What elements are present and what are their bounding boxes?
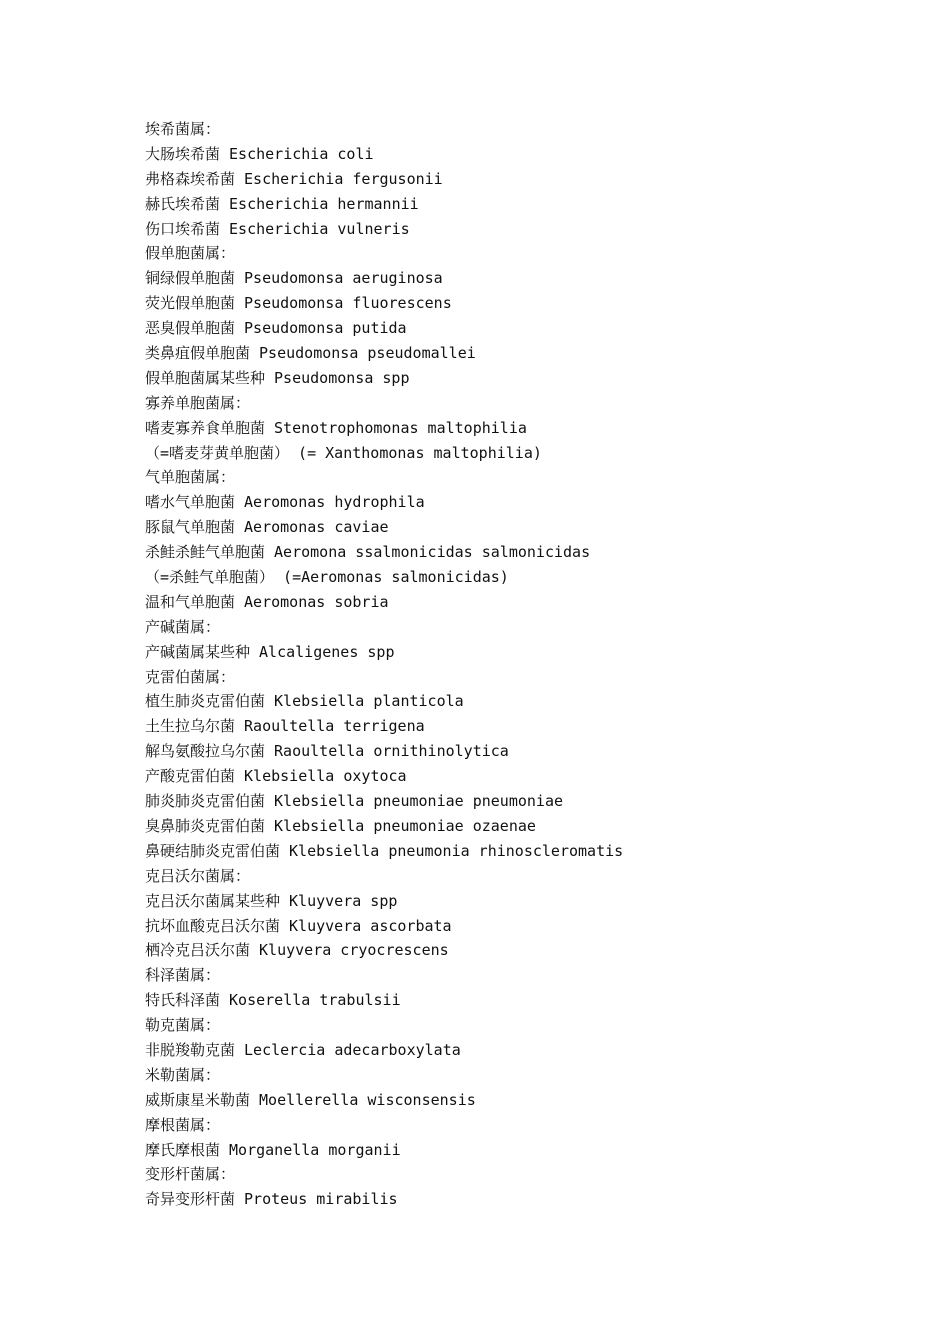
genus-heading: 勒克菌属： (145, 1016, 221, 1035)
genus-heading: 变形杆菌属： (145, 1165, 236, 1184)
genus-heading: 寡养单胞菌属： (145, 393, 251, 412)
genus-heading: 科泽菌属： (145, 966, 221, 985)
species-entry: 产碱菌属某些种 Alcaligenes spp (145, 642, 395, 661)
species-entry: 鼻硬结肺炎克雷伯菌 Klebsiella pneumonia rhinoscleromatis (145, 841, 624, 860)
genus-heading: 米勒菌属： (145, 1065, 221, 1084)
genus-heading: 克吕沃尔菌属： (145, 866, 251, 885)
species-entry: 嗜麦寡养食单胞菌 Stenotrophomonas maltophilia (145, 418, 527, 437)
species-entry: 伤口埃希菌 Escherichia vulneris (145, 219, 410, 238)
species-entry: 特氏科泽菌 Koserella trabulsii (145, 991, 401, 1010)
genus-heading: 假单胞菌属： (145, 244, 236, 263)
document-body (145, 117, 905, 1212)
species-entry: 假单胞菌属某些种 Pseudomonsa spp (145, 368, 410, 387)
species-entry: 温和气单胞菌 Aeromonas sobria (145, 592, 389, 611)
species-entry: 豚鼠气单胞菌 Aeromonas caviae (145, 518, 389, 537)
species-entry: 类鼻疽假单胞菌 Pseudomonsa pseudomallei (145, 344, 476, 363)
genus-heading: 产碱菌属： (145, 617, 221, 636)
genus-heading: 埃希菌属： (145, 120, 221, 138)
species-entry: 栖冷克吕沃尔菌 Kluyvera cryocrescens (145, 941, 449, 960)
genus-heading: 气单胞菌属： (145, 468, 236, 487)
species-entry: 嗜水气单胞菌 Aeromonas hydrophila (145, 493, 425, 512)
species-entry: 赫氏埃希菌 Escherichia hermannii (145, 194, 419, 213)
species-entry: 植生肺炎克雷伯菌 Klebsiella planticola (145, 692, 464, 711)
species-entry: 杀鲑杀鲑气单胞菌 Aeromona ssalmonicidas salmonicidas (145, 543, 591, 562)
species-entry: 土生拉乌尔菌 Raoultella terrigena (145, 717, 425, 736)
species-entry: 解鸟氨酸拉乌尔菌 Raoultella ornithinolytica (145, 742, 509, 761)
synonym-note: （=杀鲑气单胞菌） (=Aeromonas salmonicidas) (145, 568, 509, 587)
species-entry: 威斯康星米勒菌 Moellerella wisconsensis (145, 1090, 476, 1109)
species-entry: 臭鼻肺炎克雷伯菌 Klebsiella pneumoniae ozaenae (145, 816, 536, 835)
species-entry: 抗坏血酸克吕沃尔菌 Kluyvera ascorbata (145, 916, 452, 935)
synonym-note: （=嗜麦芽黄单胞菌） (= Xanthomonas maltophilia) (145, 443, 542, 462)
species-entry: 肺炎肺炎克雷伯菌 Klebsiella pneumoniae pneumoniae (145, 792, 564, 811)
species-entry: 产酸克雷伯菌 Klebsiella oxytoca (145, 767, 407, 786)
species-entry: 恶臭假单胞菌 Pseudomonsa putida (145, 319, 407, 338)
species-entry: 大肠埃希菌 Escherichia coli (145, 144, 374, 163)
genus-heading: 克雷伯菌属： (145, 667, 236, 686)
species-entry: 奇异变形杆菌 Proteus mirabilis (145, 1190, 398, 1209)
species-entry: 荧光假单胞菌 Pseudomonsa fluorescens (145, 294, 452, 313)
species-entry: 摩氏摩根菌 Morganella morganii (145, 1140, 401, 1159)
species-entry: 克吕沃尔菌属某些种 Kluyvera spp (145, 891, 398, 910)
genus-heading: 摩根菌属： (145, 1115, 221, 1134)
species-entry: 非脱羧勒克菌 Leclercia adecarboxylata (145, 1040, 461, 1059)
species-entry: 弗格森埃希菌 Escherichia fergusonii (145, 169, 443, 188)
species-entry: 铜绿假单胞菌 Pseudomonsa aeruginosa (145, 269, 443, 288)
